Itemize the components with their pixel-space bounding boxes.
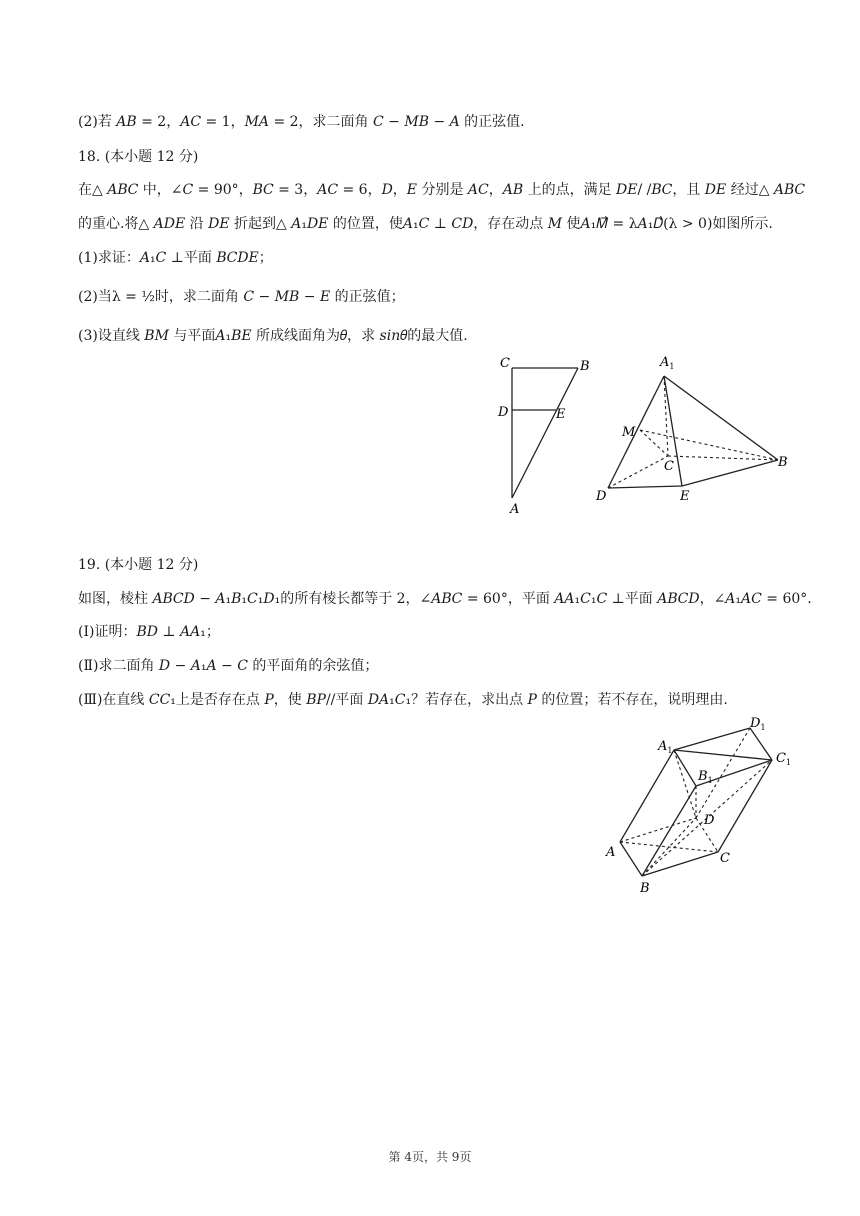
- q19-part3: (Ⅲ)在直线 𝐶𝐶₁上是否存在点 𝑃，使 𝐵𝑃//平面 𝐷𝐴₁𝐶₁？若存在，求出点 𝑃 的位置；若不存在，说明理由.: [78, 692, 728, 708]
- fig2-label-E: E: [680, 489, 690, 504]
- fig1-label-B: B: [580, 359, 590, 374]
- fig1-label-E: E: [556, 407, 566, 422]
- fig3-label-D: D: [704, 813, 715, 828]
- q19-part2: (Ⅱ)求二面角 𝐷 − 𝐴₁𝐴 − 𝐶 的平面角的余弦值；: [78, 658, 379, 674]
- q19-figure-prism: [600, 712, 800, 897]
- fig1-label-A: A: [510, 502, 520, 517]
- q17-part2: (2)若 𝐴𝐵 = 2，𝐴𝐶 = 1，𝑀𝐴 = 2，求二面角 𝐶 − 𝑀𝐵 − 𝐴 的正弦值.: [78, 114, 525, 130]
- fig2-label-A1: $A_1$: [660, 355, 675, 371]
- fig3-label-A1: $A_1$: [658, 739, 673, 755]
- q18-part3: (3)设直线 𝐵𝑀 与平面𝐴₁𝐵𝐸 所成线面角为𝜃，求 𝑠𝑖𝑛𝜃的最大值.: [78, 328, 468, 344]
- q18-stem-line2: 的重心.将△ 𝐴𝐷𝐸 沿 𝐷𝐸 折起到△ 𝐴₁𝐷𝐸 的位置，使𝐴₁𝐶 ⊥ 𝐶𝐷，存在动点 𝑀 使𝐴₁𝑀⃗ = λ𝐴₁𝐷⃗(λ > 0)如图所示.: [78, 216, 773, 232]
- q18-header: 18. (本小题 12 分): [78, 149, 199, 165]
- fig3-label-C1: $C_1$: [776, 751, 792, 767]
- q19-stem: 如图，棱柱 𝐴𝐵𝐶𝐷 − 𝐴₁𝐵₁𝐶₁𝐷₁的所有棱长都等于 2，∠𝐴𝐵𝐶 = 60°，平面 𝐴𝐴₁𝐶₁𝐶 ⊥平面 𝐴𝐵𝐶𝐷，∠𝐴₁𝐴𝐶 = 60°.: [78, 591, 812, 607]
- q18-stem-line1: 在△ 𝐴𝐵𝐶 中，∠𝐶 = 90°，𝐵𝐶 = 3，𝐴𝐶 = 6，𝐷，𝐸 分别是 𝐴𝐶，𝐴𝐵 上的点，满足 𝐷𝐸/ /𝐵𝐶，且 𝐷𝐸 经过△ 𝐴𝐵𝐶: [78, 182, 806, 198]
- fig3-label-B1: $B_1$: [698, 769, 713, 785]
- fig2-label-B: B: [778, 455, 788, 470]
- q18-figure-triangle: [490, 350, 600, 520]
- fig3-label-D1: $D_1$: [750, 716, 766, 732]
- q18-part1: (1)求证：𝐴₁𝐶 ⊥平面 𝐵𝐶𝐷𝐸；: [78, 250, 273, 266]
- fig1-label-D: D: [498, 405, 509, 420]
- fig3-label-B: B: [640, 881, 650, 896]
- fig3-label-A: A: [606, 845, 616, 860]
- fig2-label-M: M: [622, 425, 636, 440]
- q19-part1: (Ⅰ)证明：𝐵𝐷 ⊥ 𝐴𝐴₁；: [78, 624, 220, 640]
- q18-part2: (2)当λ = ½时，求二面角 𝐶 − 𝑀𝐵 − 𝐸 的正弦值；: [78, 289, 405, 305]
- page-footer: 第 4页，共 9页: [388, 1150, 472, 1164]
- fig2-label-C: C: [664, 459, 674, 474]
- fig1-label-C: C: [500, 356, 510, 371]
- fig3-label-C: C: [720, 851, 730, 866]
- fig2-label-D: D: [596, 489, 607, 504]
- q18-figure-pyramid: [590, 350, 800, 510]
- q19-header: 19. (本小题 12 分): [78, 557, 199, 573]
